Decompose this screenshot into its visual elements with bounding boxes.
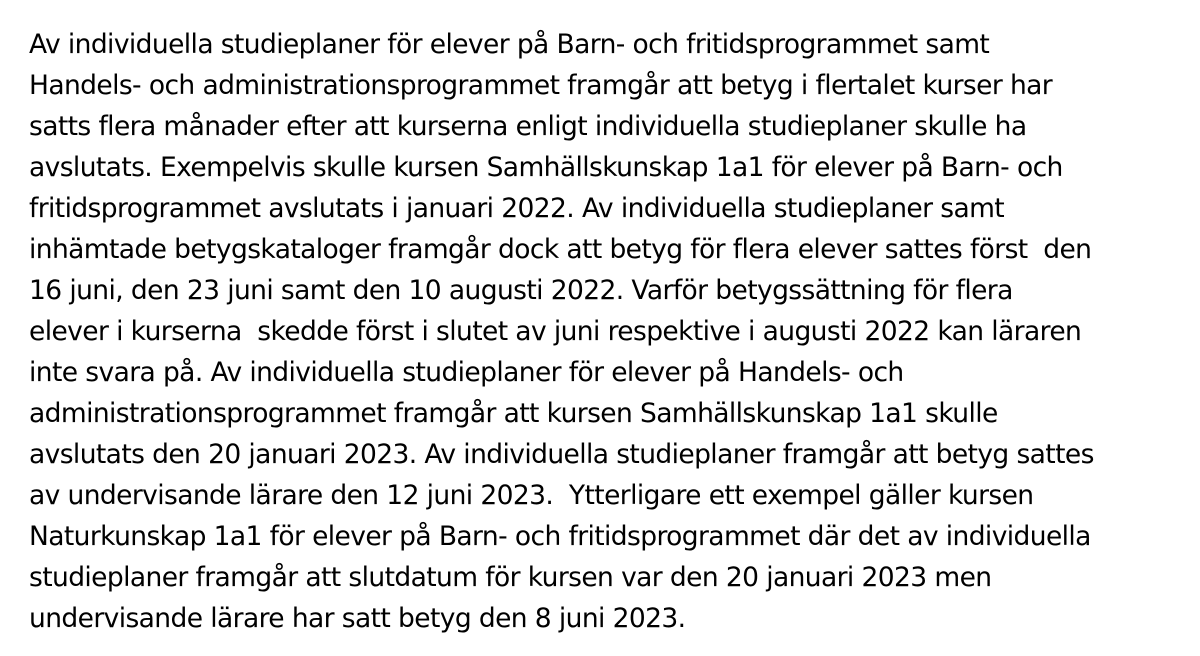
paragraph-line: inte svara på. Av individuella studieplaner för elever på Handels- och <box>29 357 904 388</box>
paragraph-line: undervisande lärare har satt betyg den 8 juni 2023. <box>29 603 686 634</box>
paragraph-line: fritidsprogrammet avslutats i januari 2022. Av individuella studieplaner samt <box>29 193 1005 224</box>
paragraph-line: av undervisande lärare den 12 juni 2023. Ytterligare ett exempel gäller kursen <box>29 480 1034 511</box>
paragraph-line: 16 juni, den 23 juni samt den 10 augusti 2022. Varför betygssättning för flera <box>29 275 1013 306</box>
paragraph-line: avslutats. Exempelvis skulle kursen Samhällskunskap 1a1 för elever på Barn- och <box>29 152 1063 183</box>
paragraph-line: administrationsprogrammet framgår att kursen Samhällskunskap 1a1 skulle <box>29 398 998 429</box>
paragraph-line: Naturkunskap 1a1 för elever på Barn- och fritidsprogrammet där det av individuella <box>29 521 1091 552</box>
paragraph-line: Handels- och administrationsprogrammet framgår att betyg i flertalet kurser har <box>29 70 1053 101</box>
paragraph-line: Av individuella studieplaner för elever på Barn- och fritidsprogrammet samt <box>29 29 990 60</box>
paragraph-line: inhämtade betygskataloger framgår dock att betyg för flera elever sattes först den <box>29 234 1092 265</box>
paragraph-line: avslutats den 20 januari 2023. Av individuella studieplaner framgår att betyg sattes <box>29 439 1094 470</box>
paragraph-line: studieplaner framgår att slutdatum för kursen var den 20 januari 2023 men <box>29 562 992 593</box>
paragraph-line: satts flera månader efter att kurserna enligt individuella studieplaner skulle ha <box>29 111 1027 142</box>
paragraph-line: elever i kurserna skedde först i slutet av juni respektive i augusti 2022 kan läraren <box>29 316 1082 347</box>
